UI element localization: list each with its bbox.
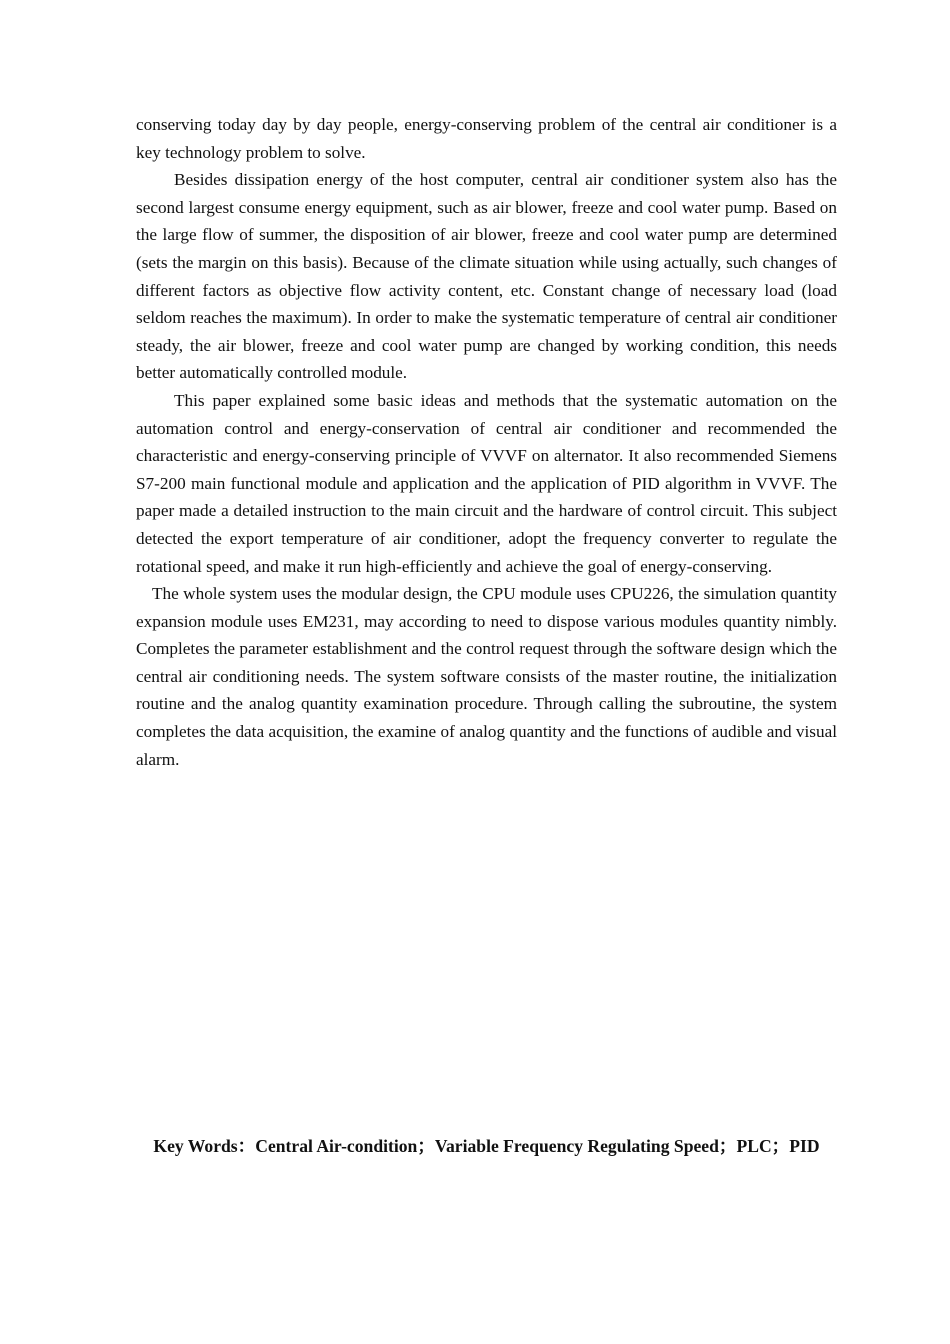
paragraph-continuation: conserving today day by day people, energy-conserving problem of the central air conditioner is a key technology problem to solve. (136, 115, 837, 162)
paragraph-paper-explanation: This paper explained some basic ideas and methods that the systematic automation on the automation control and energy-conservation of central air conditioner and recommended the characteristic and energy-conserving principle of VVVF on alternator. It also recommended Siemens S7-200 main functional module and application and the application of PID algorithm in VVVF. The paper made a detailed instruction to the main circuit and the hardware of control circuit. This subject detected the export temperature of air conditioner, adopt the frequency converter to regulate the rotational speed, and make it run high-efficiently and achieve the goal of energy-conserving. (136, 390, 837, 576)
paragraph-system-design: The whole system uses the modular design, the CPU module uses CPU226, the simulation quantity expansion module uses EM231, may according to need to dispose various modules quantity nimbly. Completes the parameter establishment and the control request through the software design which the central air conditioning needs. The system software consists of the master routine, the initialization routine and the analog quantity examination procedure. Through calling the subroutine, the system completes the data acquisition, the examine of analog quantity and the functions of audible and visual alarm. (136, 584, 837, 769)
keywords-line: Key Words：Central Air-condition；Variable Frequency Regulating Speed；PLC；PID (153, 1136, 820, 1156)
abstract-body (136, 111, 837, 773)
keywords-section (136, 1133, 837, 1173)
paragraph-energy-equipment: Besides dissipation energy of the host computer, central air conditioner system also has the second largest consume energy equipment, such as air blower, freeze and cool water pump. Based on the large flow of summer, the disposition of air blower, freeze and cool water pump are determined (sets the margin on this basis). Because of the climate situation while using actually, such changes of different factors as objective flow activity content, etc. Constant change of necessary load (load seldom reaches the maximum). In order to make the systematic temperature of central air conditioner steady, the air blower, freeze and cool water pump are changed by working condition, this needs better automatically controlled module. (136, 170, 837, 383)
